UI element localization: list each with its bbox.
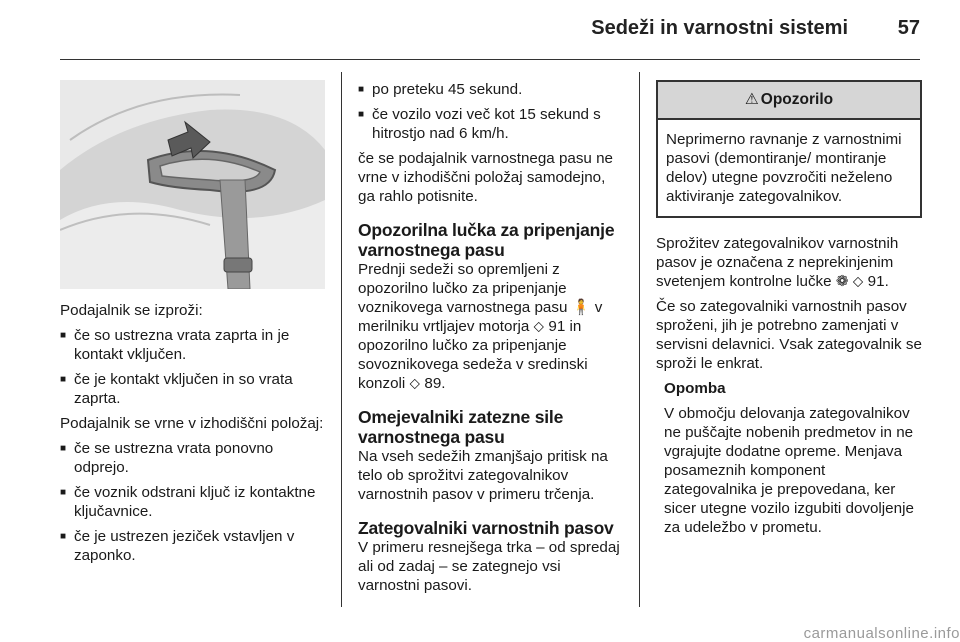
return-list (60, 439, 325, 565)
list-item: ■ če vozilo vozi več kot 15 sekund s hitrostjo nad 6 km/h. (358, 105, 626, 143)
list-item: ■ če voznik odstrani ključ iz kontaktne ključavnice. (60, 483, 325, 521)
page-ref-icon: ⬦ (409, 375, 421, 392)
section-heading-warning-light: Opozorilna lučka za pripenjanje varnostnega pasu (358, 220, 615, 260)
airbag-warning-icon: ❁ (835, 273, 849, 290)
column-divider-1 (341, 72, 342, 607)
column-divider-2 (639, 72, 640, 607)
page-header (60, 0, 920, 56)
note-text: V območju delovanja zategovalnikov ne puščajte nobenih predmetov in ne vgrajujte dodatne opreme. Menjava posameznih komponent zategovalnika je prepovedana, ker sicer utegne vozilo izgubiti dovoljenje za udeležbo v prometu. (664, 405, 914, 536)
warning-text: Neprimerno ravnanje z varnostnimi pasovi (demontiranje/ montiranje delov) utegne povzročiti neželeno aktiviranje zategovalnikov. (666, 131, 902, 205)
pretensioners-text: V primeru resnejšega trka – od spredaj ali od zadaj – se zategnejo vsi varnostni pasovi. (358, 539, 620, 594)
column-1 (60, 80, 325, 571)
page-number: 57 (897, 17, 920, 39)
warning-light-text: Prednji sedeži so opremljeni z opozorilno lučko za pripenjanje voznikovega varnostnega pasu 🧍 v merilniku vrtljajev motorja ⬦ 91 in opozorilno lučko za pripenjanje sovoznikovega sedeža v sredinski konzoli ⬦ 89. (358, 261, 603, 392)
note-block (656, 379, 922, 537)
activation-text: Sprožitev zategovalnikov varnostnih pasov je označena z neprekinjenim svetenjem kontrolne lučke ❁ ⬦ 91. (656, 235, 899, 290)
deploy-list (60, 326, 325, 408)
push-text: če se podajalnik varnostnega pasu ne vrne v izhodiščni položaj samodejno, ga rahlo potisnite. (358, 150, 613, 205)
section-heading-force-limiters: Omejevalniki zatezne sile varnostnega pasu (358, 407, 564, 447)
note-title: Opomba (664, 380, 726, 397)
seat-belt-icon: 🧍 (571, 299, 591, 316)
list-item: ■ če se ustrezna vrata ponovno odprejo. (60, 439, 325, 477)
page-ref-icon: ⬦ (852, 273, 864, 290)
list-item: ■ če je ustrezen jeziček vstavljen v zaponko. (60, 527, 325, 565)
intro-text: Podajalnik se izproži: (60, 302, 203, 319)
column-2 (358, 80, 626, 601)
column-3 (656, 80, 922, 543)
warning-triangle-icon: ⚠ (744, 91, 759, 108)
list-item: ■ po preteku 45 sekund. (358, 80, 626, 99)
condition-list (358, 80, 626, 143)
watermark: carmanualsonline.info (803, 625, 960, 642)
section-heading-pretensioners: Zategovalniki varnostnih pasov (358, 518, 614, 538)
page-title: Sedeži in varnostni sistemi (591, 17, 848, 39)
list-item: ■ če so ustrezna vrata zaprta in je kontakt vključen. (60, 326, 325, 364)
replacement-text: Če so zategovalniki varnostnih pasov sproženi, jih je potrebno zamenjati v servisni delavnici. Vsak zategovalnik se sproži le enkrat. (656, 298, 922, 372)
intro-text-2: Podajalnik se vrne v izhodiščni položaj: (60, 415, 324, 432)
force-limiters-text: Na vseh sedežih zmanjšajo pritisk na telo ob sprožitvi zategovalnikov varnostnih pasov v primeru trčenja. (358, 448, 608, 503)
warning-header: ⚠ Opozorilo (658, 82, 920, 120)
list-item: ■ če je kontakt vključen in so vrata zaprta. (60, 370, 325, 408)
page-ref-icon: ⬦ (533, 318, 545, 335)
seat-belt-illustration (60, 80, 325, 289)
warning-box (656, 80, 922, 218)
header-rule (60, 59, 920, 60)
